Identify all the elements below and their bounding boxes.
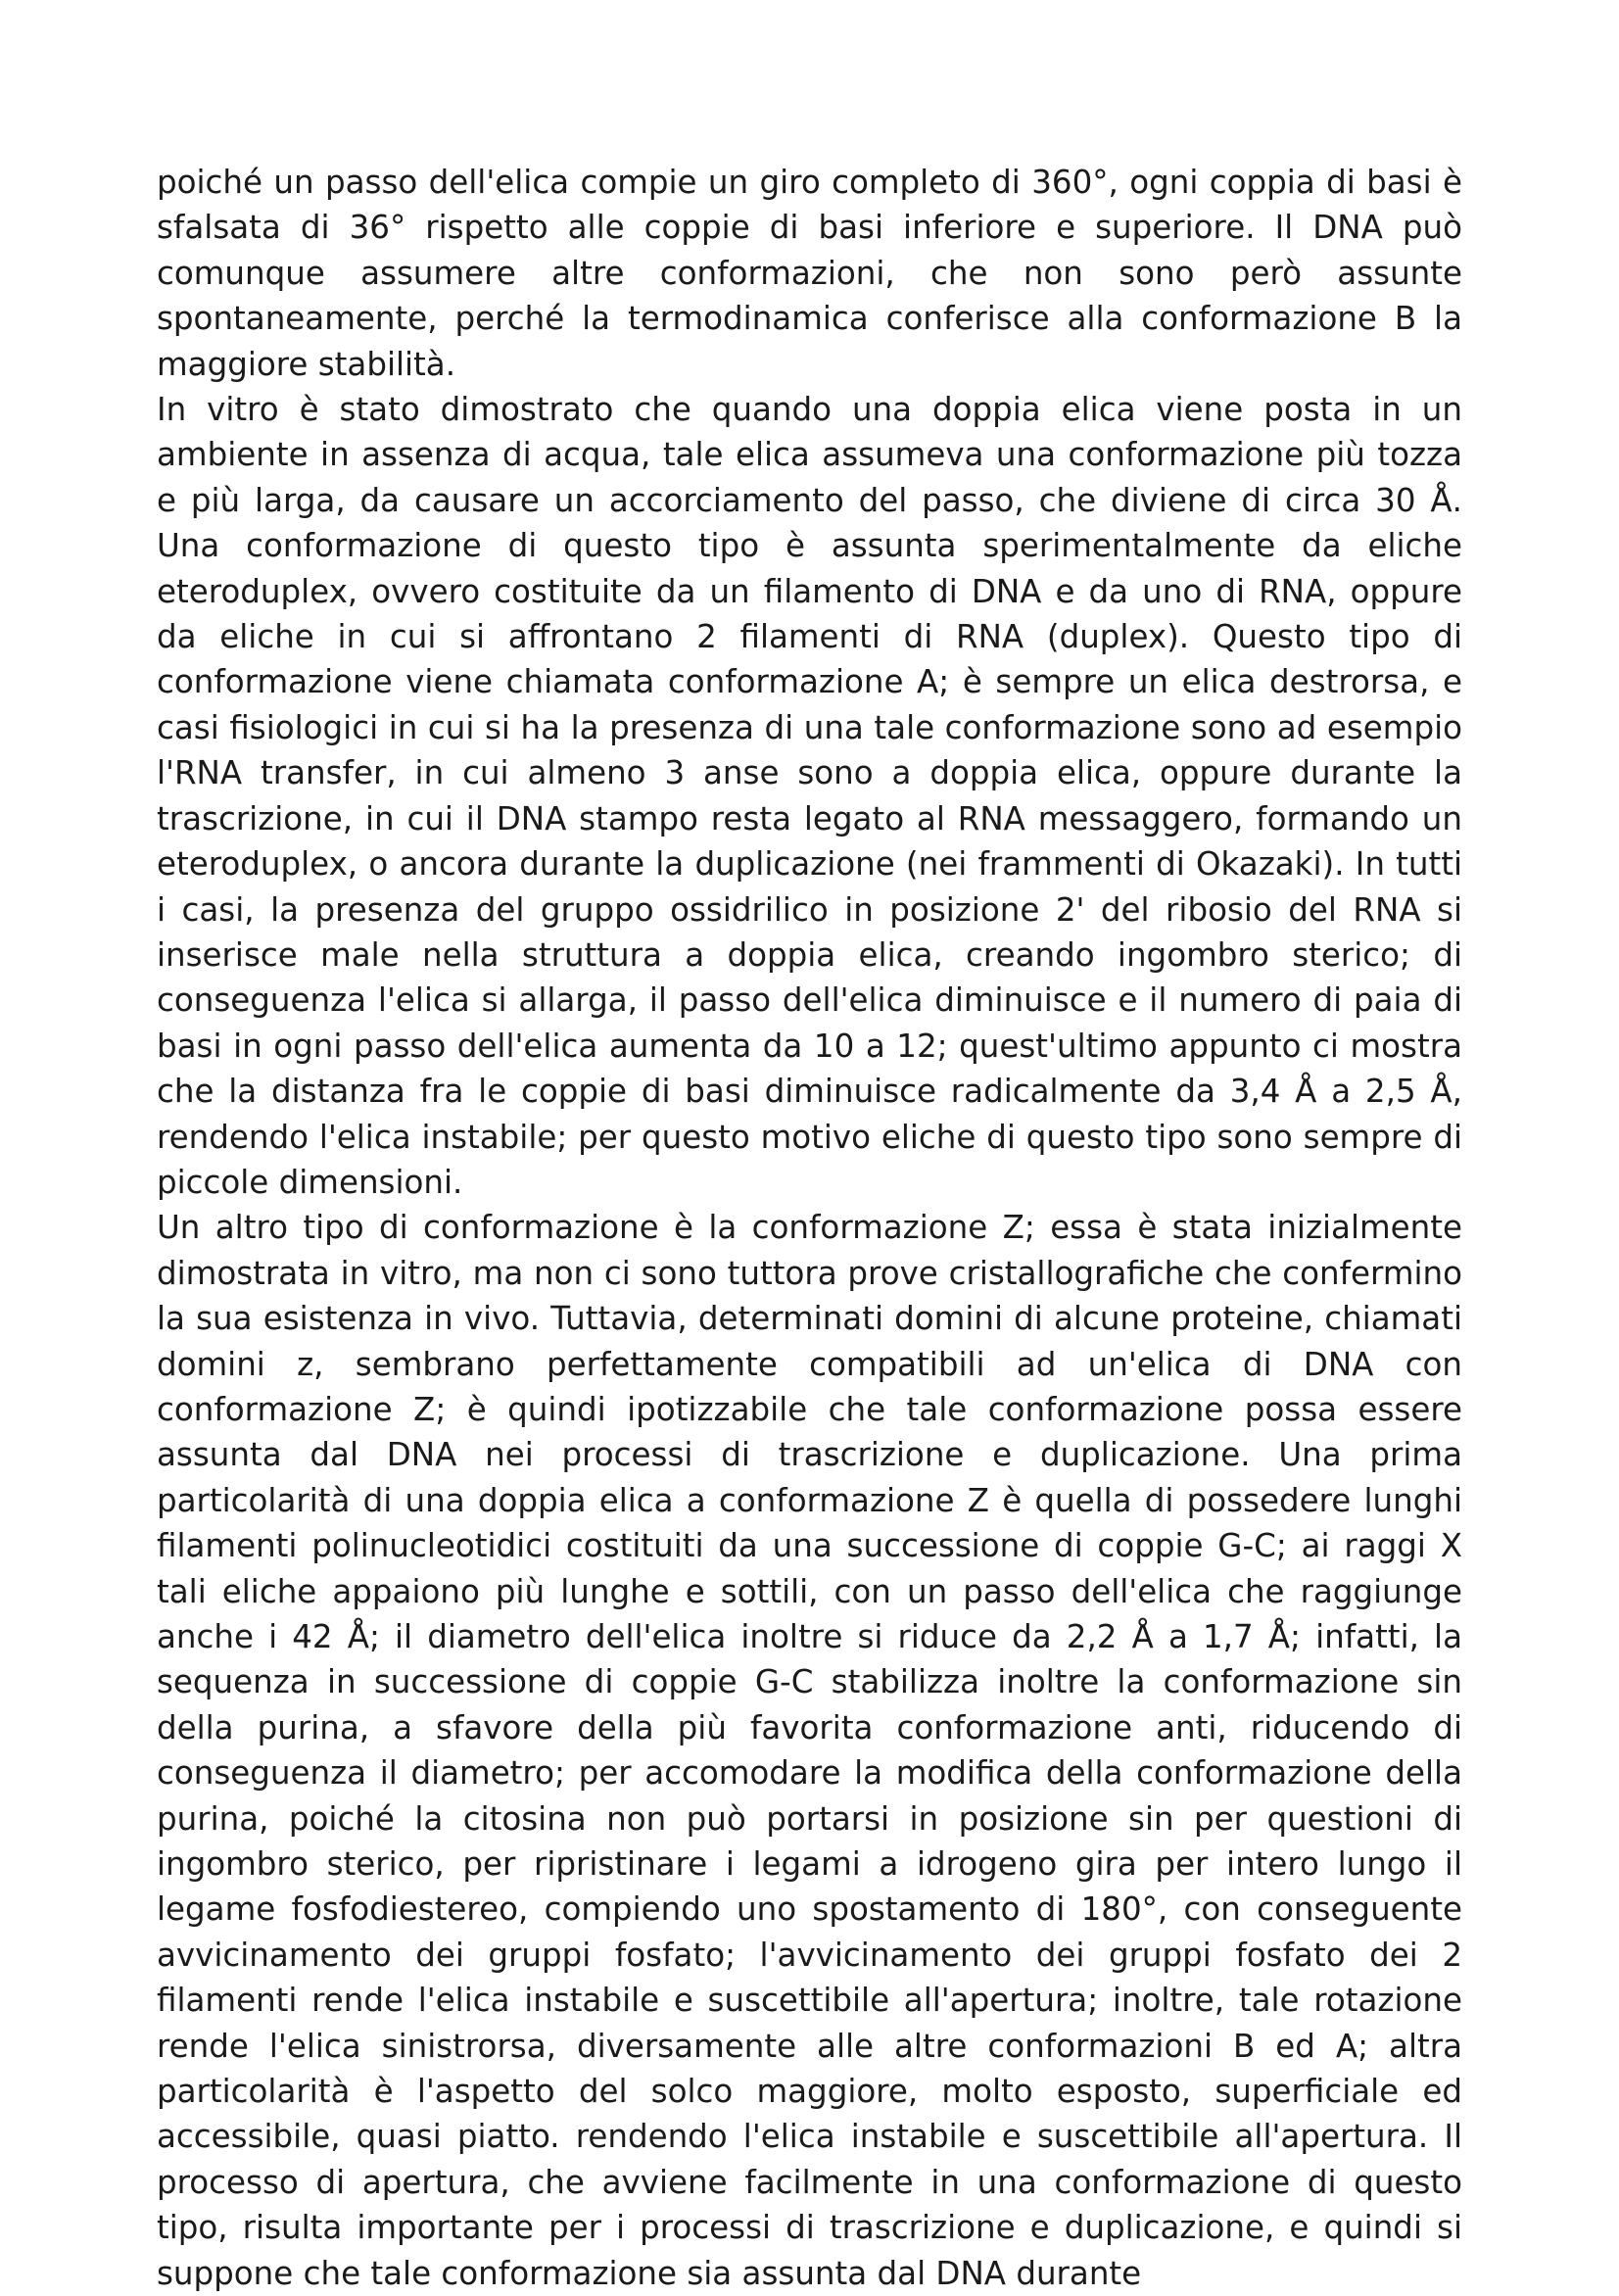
paragraph-3: Un altro tipo di conformazione è la conformazione Z; essa è stata inizialmente dimostrata in vitro, ma non ci sono tuttora prove cristallografiche che confermino la sua esistenza in vivo. Tuttavia, determinati domini di alcune proteine, chiamati domini z, sembrano perfettamente compatibili ad un'elica di DNA con conformazione Z; è quindi ipotizzabile che tale conformazione possa essere assunta dal DNA nei processi di trascrizione e duplicazione. Una prima particolarità di una doppia elica a conformazione Z è quella di possedere lunghi filamenti polinucleotidici costituiti da una successione di coppie G-C; ai raggi X tali eliche appaiono più lunghe e sottili, con un passo dell'elica che raggiunge anche i 42 Å; il diametro dell'elica inoltre si riduce da 2,2 Å a 1,7 Å; infatti, la sequenza in successione di coppie G-C stabilizza inoltre la conformazione sin della purina, a sfavore della più favorita conformazione anti, riducendo di conseguenza il diametro; per accomodare la modifica della conformazione della purina, poiché la citosina non può portarsi in posizione sin per questioni di ingombro sterico, per ripristinare i legami a idrogeno gira per intero lungo il legame fosfodiestereo, compiendo uno spostamento di 180°, con conseguente avvicinamento dei gruppi fosfato; l'avvicinamento dei gruppi fosfato dei 2 filamenti rende l'elica instabile e suscettibile all'apertura; inoltre, tale rotazione rende l'elica sinistrorsa, diversamente alle altre conformazioni B ed A; altra particolarità è l'aspetto del solco maggiore, molto esposto, superficiale ed accessibile, quasi piatto. rendendo l'elica instabile e suscettibile all'apertura. Il processo di apertura, che avviene facilmente in una conformazione di questo tipo, risulta importante per i processi di trascrizione e duplicazione, e quindi si suppone che tale conformazione sia assunta dal DNA durante xyxy=(157,1209,1462,2292)
paragraph-2: In vitro è stato dimostrato che quando una doppia elica viene posta in un ambiente in assenza di acqua, tale elica assumeva una conformazione più tozza e più larga, da causare un accorciamento del passo, che diviene di circa 30 Å. Una conformazione di questo tipo è assunta sperimentalmente da eliche eteroduplex, ovvero costituite da un filamento di DNA e da uno di RNA, oppure da eliche in cui si affrontano 2 filamenti di RNA (duplex). Questo tipo di conformazione viene chiamata conformazione A; è sempre un elica destrorsa, e casi fisiologici in cui si ha la presenza di una tale conformazione sono ad esempio l'RNA transfer, in cui almeno 3 anse sono a doppia elica, oppure durante la trascrizione, in cui il DNA stampo resta legato al RNA messaggero, formando un eteroduplex, o ancora durante la duplicazione (nei frammenti di Okazaki). In tutti i casi, la presenza del gruppo ossidrilico in posizione 2' del ribosio del RNA si inserisce male nella struttura a doppia elica, creando ingombro sterico; di conseguenza l'elica si allarga, il passo dell'elica diminuisce e il numero di paia di basi in ogni passo dell'elica aumenta da 10 a 12; quest'ultimo appunto ci mostra che la distanza fra le coppie di basi diminuisce radicalmente da 3,4 Å a 2,5 Å, rendendo l'elica instabile; per questo motivo eliche di questo tipo sono sempre di piccole dimensioni. xyxy=(157,391,1462,1201)
paragraph-1: poiché un passo dell'elica compie un giro completo di 360°, ogni coppia di basi è sfalsata di 36° rispetto alle coppie di basi inferiore e superiore. Il DNA può comunque assumere altre conformazioni, che non sono però assunte spontaneamente, perché la termodinamica conferisce alla conformazione B la maggiore stabilità. xyxy=(157,164,1462,383)
body-text xyxy=(157,160,1462,2296)
